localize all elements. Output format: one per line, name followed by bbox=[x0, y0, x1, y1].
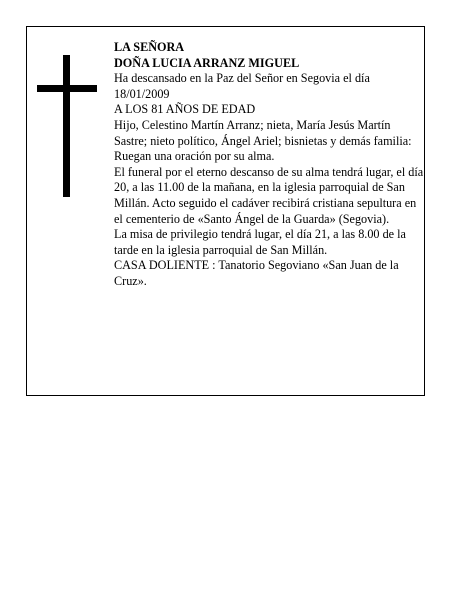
deceased-name: DOÑA LUCIA ARRANZ MIGUEL bbox=[114, 55, 300, 70]
title-line-1: LA SEÑORA bbox=[114, 40, 185, 54]
cross-icon bbox=[37, 55, 97, 197]
age-line: A LOS 81 AÑOS DE EDAD bbox=[114, 102, 256, 117]
mass-details: La misa de privilegio tendrá lugar, el día 21, a las 8.00 de la tarde en la iglesia parroquial de San Millán. bbox=[114, 227, 406, 257]
obituary-text bbox=[114, 40, 424, 290]
prayer-request: Ruegan una oración por su alma. bbox=[114, 149, 275, 164]
family-list: Hijo, Celestino Martín Arranz; nieta, María Jesús Martín Sastre; nieto político, Ángel Ariel; bisnietas y demás familia: bbox=[114, 117, 412, 148]
obituary-notice bbox=[26, 26, 425, 396]
mourning-house: CASA DOLIENTE : Tanatorio Segoviano «San Juan de la Cruz». bbox=[114, 258, 399, 288]
funeral-details: El funeral por el eterno descanso de su alma tendrá lugar, el día 20, a las 11.00 de la mañana, en la iglesia parroquial de San Millán. Acto seguido el cadáver recibirá cristiana sepultura en el cementerio de «Santo Ángel de la Guarda» (Segovia). bbox=[114, 164, 424, 226]
cross-horizontal-bar bbox=[37, 85, 97, 92]
cross-vertical-bar bbox=[63, 55, 70, 197]
death-announcement: Ha descansado en la Paz del Señor en Segovia el día 18/01/2009 bbox=[114, 71, 370, 101]
